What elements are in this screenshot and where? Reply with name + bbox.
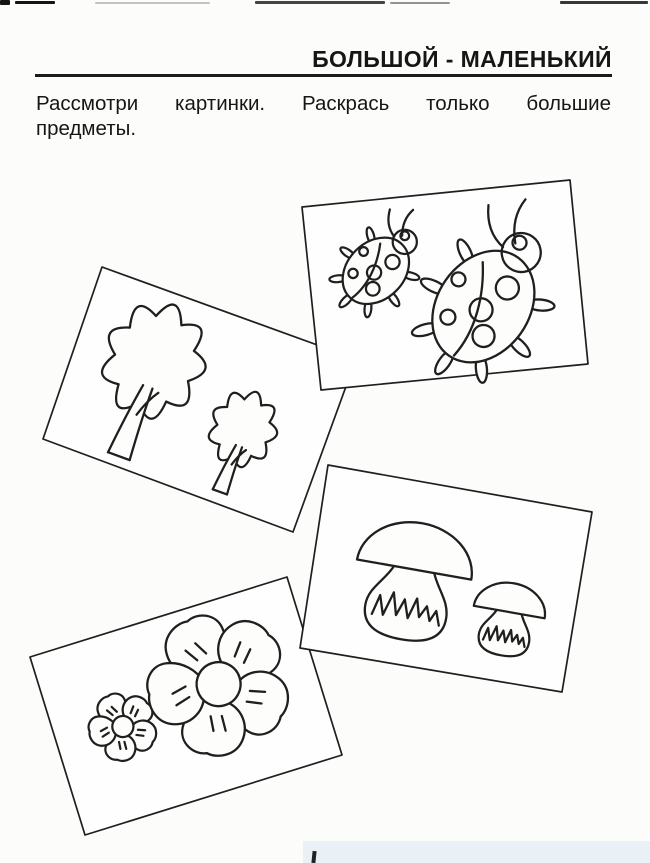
instruction-line-2: предметы. [36, 117, 137, 140]
scan-band [303, 841, 650, 863]
instruction-line-1: Рассмотри картинки. Раскрась только большие [36, 92, 611, 115]
mushrooms-card-border [300, 465, 592, 692]
trees-card [43, 267, 356, 532]
flowers-card [30, 577, 342, 835]
ladybugs-card [302, 167, 615, 426]
page-title: БОЛЬШОЙ - МАЛЕНЬКИЙ [312, 46, 612, 72]
mushrooms-card [300, 465, 592, 692]
trees-card-border [43, 267, 356, 532]
ink-layer [30, 167, 615, 835]
